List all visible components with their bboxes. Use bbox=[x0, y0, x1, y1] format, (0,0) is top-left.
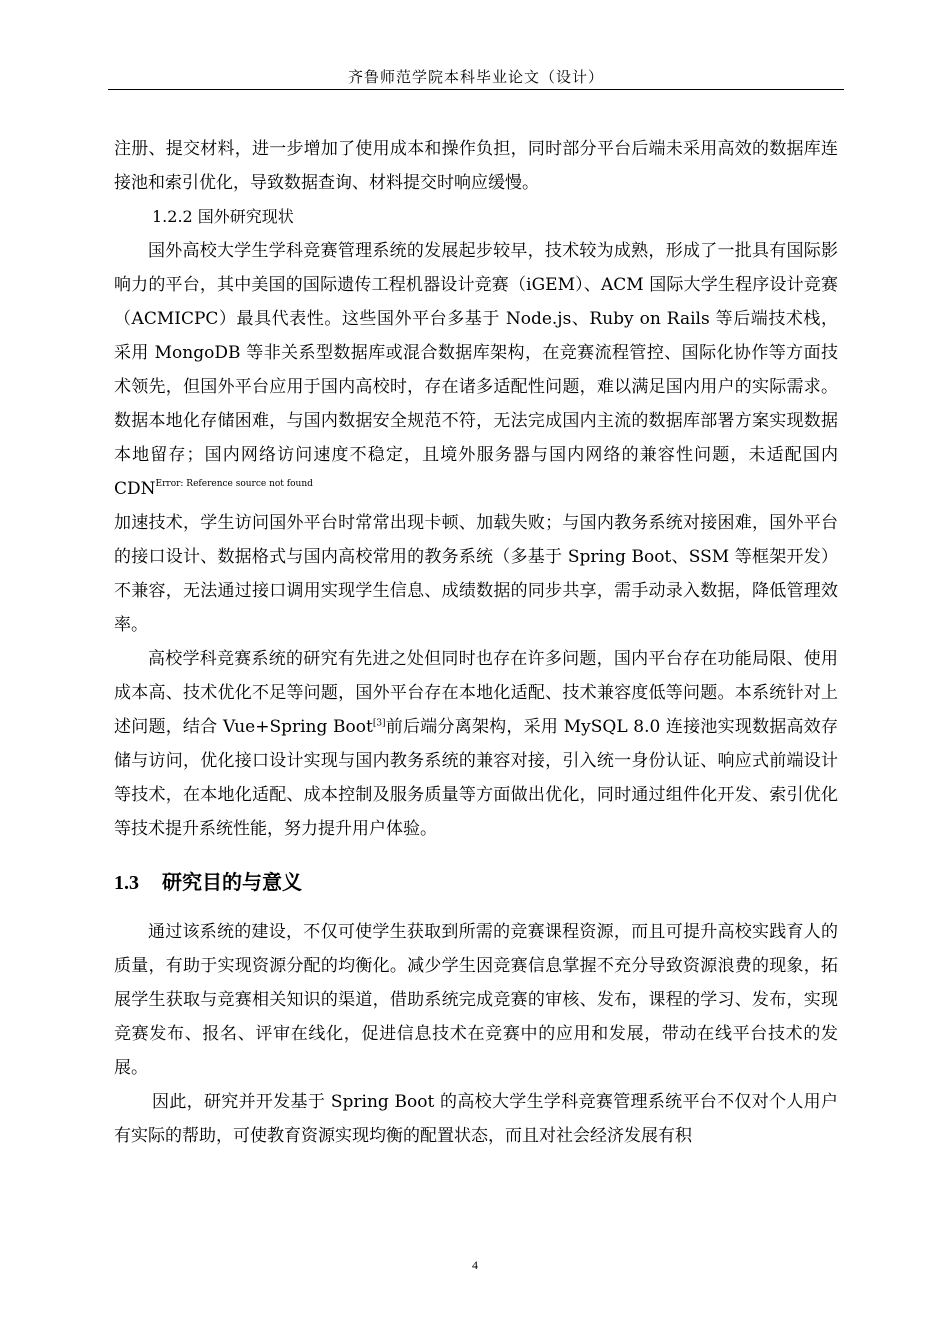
section-title: 研究目的与意义 bbox=[162, 870, 302, 894]
paragraph-research-summary-part-b: 前后端分离架构，采用 MySQL 8.0 连接池实现数据高效存储与访问，优化接口设计实现与国内教务系统的兼容对接，引入统一身份认证、响应式前端设计等技术，在本地化适配、成本控制及服务质量等方面做出优化，同时通过组件化开发、索引优化等技术提升系统性能，努力提升用户体验。 bbox=[114, 717, 838, 839]
paragraph-foreign-research-part-a: 国外高校大学生学科竞赛管理系统的发展起步较早，技术较为成熟，形成了一批具有国际影响力的平台，其中美国的国际遗传工程机器设计竞赛（iGEM）、ACM 国际大学生程序设计竞赛（ACMICPC）最具代表性。这些国外平台多基于 Node.js、Ruby on Rails 等后端技术栈，采用 MongoDB 等非关系型数据库或混合数据库架构，在竞赛流程管控、国际化协作等方面技术领先，但国外平台应用于国内高校时，存在诸多适配性问题，难以满足国内用户的实际需求。数据本地化存储困难，与国内数据安全规范不符，无法完成国内主流的数据库部署方案实现数据本地留存；国内网络访问速度不稳定，且境外服务器与国内网络的兼容性问题，未适配国内 CDN bbox=[114, 241, 838, 499]
paragraph-foreign-research bbox=[114, 234, 838, 642]
page-body bbox=[114, 132, 838, 1153]
paragraph-research-summary-part-a: 高校学科竞赛系统的研究有先进之处但同时也存在许多问题，国内平台存在功能局限、使用成本高、技术优化不足等问题，国外平台存在本地化适配、技术兼容度低等问题。本系统针对上述问题，结合 Vue+Spring Boot bbox=[114, 649, 838, 737]
reference-error-marker: Error: Reference source not found bbox=[155, 479, 313, 489]
citation-ref-3: [3] bbox=[372, 718, 386, 729]
paragraph-foreign-research-part-b: 加速技术，学生访问国外平台时常常出现卡顿、加载失败；与国内教务系统对接困难，国外平台的接口设计、数据格式与国内高校常用的教务系统（多基于 Spring Boot、SSM 等框架开发）不兼容，无法通过接口调用实现学生信息、成绩数据的同步共享，需手动录入数据，降低管理效率。 bbox=[114, 513, 838, 635]
page-number: 4 bbox=[472, 1258, 478, 1272]
paragraph-research-purpose: 通过该系统的建设，不仅可使学生获取到所需的竞赛课程资源，而且可提升高校实践育人的质量，有助于实现资源分配的均衡化。减少学生因竞赛信息掌握不充分导致资源浪费的现象，拓展学生获取与竞赛相关知识的渠道，借助系统完成竞赛的审核、发布，课程的学习、发布，实现竞赛发布、报名、评审在线化，促进信息技术在竞赛中的应用和发展，带动在线平台技术的发展。 bbox=[114, 922, 838, 1078]
running-header: 齐鲁师范学院本科毕业论文（设计） bbox=[347, 68, 604, 86]
subsection-heading-foreign-research: 1.2.2 国外研究现状 bbox=[152, 207, 294, 226]
header-rule bbox=[108, 89, 844, 90]
section-number: 1.3 bbox=[114, 872, 139, 894]
section-heading bbox=[114, 862, 838, 903]
paragraph-research-summary bbox=[114, 642, 838, 846]
paragraph-intro-continuation: 注册、提交材料，进一步增加了使用成本和操作负担，同时部分平台后端未采用高效的数据库连接池和索引优化，导致数据查询、材料提交时响应缓慢。 bbox=[114, 139, 838, 193]
paragraph-research-significance: 因此，研究并开发基于 Spring Boot 的高校大学生学科竞赛管理系统平台不仅对个人用户有实际的帮助，可使教育资源实现均衡的配置状态，而且对社会经济发展有积 bbox=[114, 1092, 838, 1146]
